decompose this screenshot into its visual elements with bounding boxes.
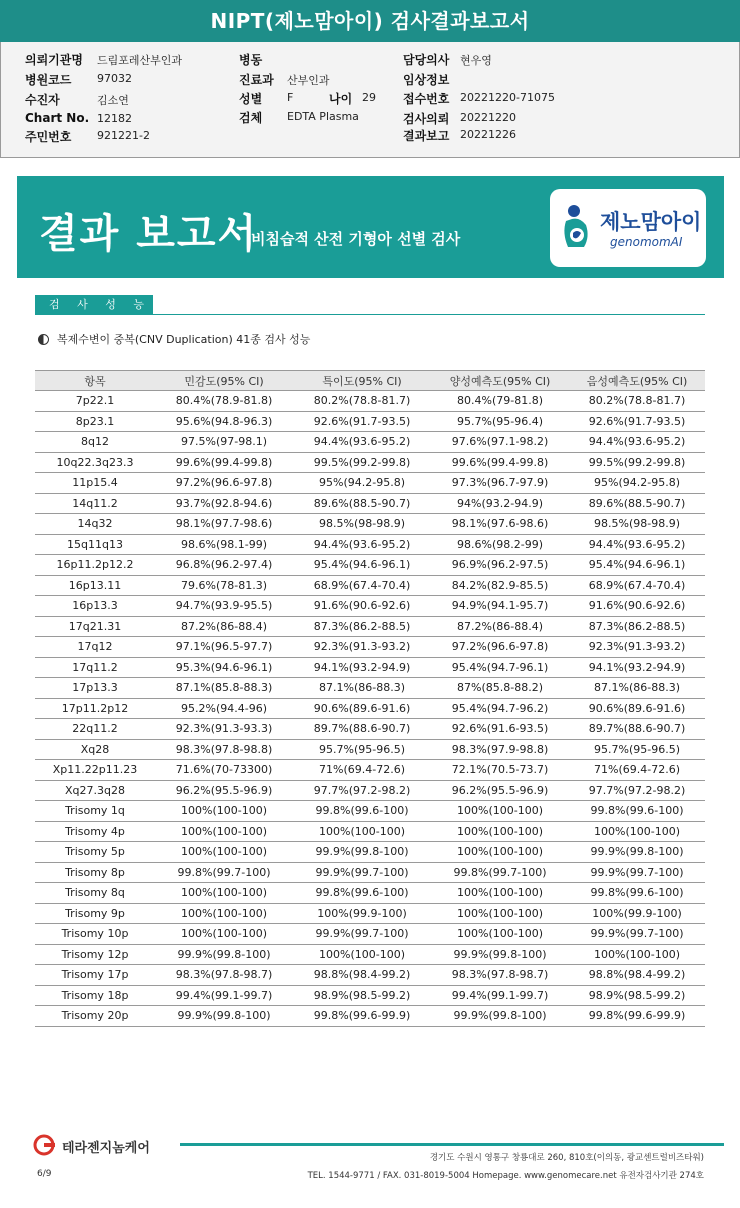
metric-cell: 84.2%(82.9-85.5) — [431, 575, 569, 596]
region-cell: Trisomy 18p — [35, 985, 155, 1006]
report-label: 결과보고 — [403, 129, 450, 143]
region-cell: 17p11.2p12 — [35, 698, 155, 719]
logo-name: 제노맘아이 — [600, 210, 702, 234]
metric-cell: 100%(100-100) — [155, 924, 293, 945]
footer-contact: TEL. 1544-9771 / FAX. 031-8019-5004 Homepage. www.genomecare.net 유전자검사기관 274호 — [307, 1171, 704, 1181]
metric-cell: 87.1%(86-88.3) — [569, 678, 705, 699]
metric-cell: 100%(100-100) — [293, 944, 431, 965]
metric-cell: 89.7%(88.6-90.7) — [569, 719, 705, 740]
id-value: 921221-2 — [97, 129, 150, 142]
metric-cell: 100%(100-100) — [431, 903, 569, 924]
region-cell: 10q22.3q23.3 — [35, 452, 155, 473]
metric-cell: 87.1%(85.8-88.3) — [155, 678, 293, 699]
metric-cell: 95.6%(94.8-96.3) — [155, 411, 293, 432]
metric-cell: 99.8%(99.6-100) — [293, 883, 431, 904]
metric-cell: 98.3%(97.8-98.8) — [155, 739, 293, 760]
metric-cell: 100%(100-100) — [155, 883, 293, 904]
metric-cell: 91.6%(90.6-92.6) — [293, 596, 431, 617]
metric-cell: 98.6%(98.1-99) — [155, 534, 293, 555]
metric-cell: 99.9%(99.7-100) — [569, 924, 705, 945]
metric-cell: 96.2%(95.5-96.9) — [155, 780, 293, 801]
institution-field — [25, 51, 183, 68]
region-cell: Trisomy 4p — [35, 821, 155, 842]
metric-cell: 97.6%(97.1-98.2) — [431, 432, 569, 453]
region-cell: Trisomy 20p — [35, 1006, 155, 1027]
patient-info-panel — [0, 42, 740, 158]
metric-cell: 89.7%(88.6-90.7) — [293, 719, 431, 740]
region-cell: 17q21.31 — [35, 616, 155, 637]
report-title: NIPT(제노맘아이) 검사결과보고서 — [0, 0, 740, 42]
age-value: 29 — [362, 91, 376, 104]
table-row — [35, 821, 705, 842]
metric-cell: 87.2%(86-88.4) — [431, 616, 569, 637]
mother-baby-icon — [560, 203, 592, 253]
metric-cell: 92.3%(91.3-93.3) — [155, 719, 293, 740]
table-row — [35, 575, 705, 596]
metric-cell: 98.9%(98.5-99.2) — [569, 985, 705, 1006]
region-cell: 11p15.4 — [35, 473, 155, 494]
metric-cell: 100%(100-100) — [155, 821, 293, 842]
metric-cell: 98.5%(98-98.9) — [293, 514, 431, 535]
table-row — [35, 985, 705, 1006]
id-label: 주민번호 — [25, 130, 72, 144]
region-cell: 14q11.2 — [35, 493, 155, 514]
region-cell: 16p13.3 — [35, 596, 155, 617]
metric-cell: 93.7%(92.8-94.6) — [155, 493, 293, 514]
region-cell: 17q11.2 — [35, 657, 155, 678]
metric-cell: 80.2%(78.8-81.7) — [293, 391, 431, 412]
metric-cell: 99.8%(99.7-100) — [155, 862, 293, 883]
performance-table — [35, 370, 705, 1027]
table-row — [35, 780, 705, 801]
request-field — [403, 110, 516, 127]
metric-cell: 89.6%(88.5-90.7) — [569, 493, 705, 514]
metric-cell: 100%(100-100) — [155, 903, 293, 924]
section-subtitle-text: 복제수변이 중복(CNV Duplication) 41종 검사 성능 — [57, 333, 311, 346]
metric-cell: 87.3%(86.2-88.5) — [293, 616, 431, 637]
metric-cell: 99.6%(99.4-99.8) — [155, 452, 293, 473]
metric-cell: 99.6%(99.4-99.8) — [431, 452, 569, 473]
metric-cell: 99.8%(99.6-100) — [569, 883, 705, 904]
metric-cell: 71.6%(70-73300) — [155, 760, 293, 781]
institution-value: 드림포레산부인과 — [97, 54, 183, 67]
metric-cell: 87.2%(86-88.4) — [155, 616, 293, 637]
chart-label: Chart No. — [25, 111, 90, 125]
table-row — [35, 801, 705, 822]
section-subtitle — [38, 331, 310, 347]
receipt-label: 접수번호 — [403, 92, 450, 106]
clinical-field — [403, 71, 449, 88]
patient-value: 김소연 — [97, 94, 129, 107]
table-row — [35, 391, 705, 412]
metric-cell: 96.8%(96.2-97.4) — [155, 555, 293, 576]
metric-cell: 97.1%(96.5-97.7) — [155, 637, 293, 658]
metric-cell: 95.3%(94.6-96.1) — [155, 657, 293, 678]
chart-field — [25, 111, 132, 125]
chart-value: 12182 — [97, 112, 132, 125]
patient-field — [25, 91, 129, 108]
metric-cell: 94.4%(93.6-95.2) — [569, 534, 705, 555]
sex-field — [239, 90, 294, 107]
metric-cell: 97.2%(96.6-97.8) — [431, 637, 569, 658]
metric-cell: 100%(100-100) — [569, 944, 705, 965]
metric-cell: 95%(94.2-95.8) — [293, 473, 431, 494]
region-cell: 15q11q13 — [35, 534, 155, 555]
region-cell: Trisomy 17p — [35, 965, 155, 986]
age-field — [329, 90, 376, 107]
table-row — [35, 719, 705, 740]
metric-cell: 99.9%(99.7-100) — [293, 862, 431, 883]
metric-cell: 95.4%(94.6-96.1) — [569, 555, 705, 576]
metric-cell: 95.4%(94.6-96.1) — [293, 555, 431, 576]
metric-cell: 98.1%(97.7-98.6) — [155, 514, 293, 535]
doctor-field — [403, 51, 492, 68]
metric-cell: 98.8%(98.4-99.2) — [293, 965, 431, 986]
metric-cell: 90.6%(89.6-91.6) — [293, 698, 431, 719]
region-cell: 8p23.1 — [35, 411, 155, 432]
metric-cell: 100%(100-100) — [431, 821, 569, 842]
metric-cell: 94%(93.2-94.9) — [431, 493, 569, 514]
metric-cell: 98.3%(97.8-98.7) — [431, 965, 569, 986]
metric-cell: 97.7%(97.2-98.2) — [569, 780, 705, 801]
metric-cell: 95.2%(94.4-96) — [155, 698, 293, 719]
table-row — [35, 924, 705, 945]
metric-cell: 99.8%(99.6-100) — [569, 801, 705, 822]
metric-cell: 100%(100-100) — [431, 801, 569, 822]
metric-cell: 99.8%(99.6-99.9) — [293, 1006, 431, 1027]
metric-cell: 71%(69.4-72.6) — [569, 760, 705, 781]
patient-label: 수진자 — [25, 93, 60, 107]
metric-cell: 94.4%(93.6-95.2) — [293, 432, 431, 453]
column-header: 음성예측도(95% CI) — [569, 371, 705, 391]
metric-cell: 99.8%(99.6-100) — [293, 801, 431, 822]
region-cell: 17q12 — [35, 637, 155, 658]
metric-cell: 95.7%(95-96.4) — [431, 411, 569, 432]
metric-cell: 87%(85.8-88.2) — [431, 678, 569, 699]
table-row — [35, 493, 705, 514]
table-row — [35, 903, 705, 924]
institution-label: 의뢰기관명 — [25, 53, 83, 67]
table-row — [35, 883, 705, 904]
metric-cell: 98.8%(98.4-99.2) — [569, 965, 705, 986]
region-cell: Xq27.3q28 — [35, 780, 155, 801]
table-row — [35, 842, 705, 863]
column-header: 양성예측도(95% CI) — [431, 371, 569, 391]
table-row — [35, 596, 705, 617]
table-row — [35, 514, 705, 535]
metric-cell: 98.6%(98.2-99) — [431, 534, 569, 555]
metric-cell: 100%(100-100) — [293, 821, 431, 842]
metric-cell: 94.7%(93.9-95.5) — [155, 596, 293, 617]
metric-cell: 98.3%(97.9-98.8) — [431, 739, 569, 760]
region-cell: Trisomy 12p — [35, 944, 155, 965]
ward-field — [239, 51, 262, 68]
metric-cell: 100%(100-100) — [431, 842, 569, 863]
logo-en: genomomAI — [610, 235, 683, 249]
hospital-code-value: 97032 — [97, 72, 132, 85]
metric-cell: 99.5%(99.2-99.8) — [569, 452, 705, 473]
metric-cell: 99.9%(99.8-100) — [431, 944, 569, 965]
metric-cell: 99.9%(99.7-100) — [569, 862, 705, 883]
metric-cell: 97.2%(96.6-97.8) — [155, 473, 293, 494]
brand-logo — [550, 189, 706, 267]
sex-label: 성별 — [239, 92, 263, 106]
dept-value: 산부인과 — [287, 74, 330, 87]
metric-cell: 100%(99.9-100) — [293, 903, 431, 924]
metric-cell: 100%(100-100) — [155, 801, 293, 822]
metric-cell: 99.8%(99.6-99.9) — [569, 1006, 705, 1027]
ward-label: 병동 — [239, 53, 263, 67]
table-row — [35, 637, 705, 658]
table-row — [35, 411, 705, 432]
table-row — [35, 965, 705, 986]
metric-cell: 91.6%(90.6-92.6) — [569, 596, 705, 617]
dept-field — [239, 71, 330, 88]
metric-cell: 100%(100-100) — [155, 842, 293, 863]
clinical-label: 임상정보 — [403, 73, 450, 87]
region-cell: Trisomy 8p — [35, 862, 155, 883]
metric-cell: 80.2%(78.8-81.7) — [569, 391, 705, 412]
metric-cell: 100%(100-100) — [431, 924, 569, 945]
table-row — [35, 473, 705, 494]
metric-cell: 100%(99.9-100) — [569, 903, 705, 924]
region-cell: 16p11.2p12.2 — [35, 555, 155, 576]
receipt-value: 20221220-71075 — [460, 91, 555, 104]
report-value: 20221226 — [460, 128, 516, 141]
region-cell: 14q32 — [35, 514, 155, 535]
region-cell: Trisomy 5p — [35, 842, 155, 863]
metric-cell: 99.8%(99.7-100) — [431, 862, 569, 883]
table-row — [35, 657, 705, 678]
column-header: 민감도(95% CI) — [155, 371, 293, 391]
table-row — [35, 698, 705, 719]
request-value: 20221220 — [460, 111, 516, 124]
metric-cell: 98.3%(97.8-98.7) — [155, 965, 293, 986]
region-cell: Trisomy 9p — [35, 903, 155, 924]
hospital-code-label: 병원코드 — [25, 73, 72, 87]
table-header-row — [35, 371, 705, 391]
metric-cell: 99.4%(99.1-99.7) — [431, 985, 569, 1006]
metric-cell: 94.1%(93.2-94.9) — [293, 657, 431, 678]
region-cell: 8q12 — [35, 432, 155, 453]
metric-cell: 95.4%(94.7-96.1) — [431, 657, 569, 678]
metric-cell: 87.3%(86.2-88.5) — [569, 616, 705, 637]
metric-cell: 99.9%(99.8-100) — [155, 944, 293, 965]
metric-cell: 99.9%(99.8-100) — [569, 842, 705, 863]
metric-cell: 97.3%(96.7-97.9) — [431, 473, 569, 494]
region-cell: 17p13.3 — [35, 678, 155, 699]
metric-cell: 97.7%(97.2-98.2) — [293, 780, 431, 801]
metric-cell: 97.5%(97-98.1) — [155, 432, 293, 453]
doctor-value: 현우영 — [460, 54, 492, 67]
region-cell: Xq28 — [35, 739, 155, 760]
region-cell: Xp11.22p11.23 — [35, 760, 155, 781]
report-field — [403, 127, 516, 144]
metric-cell: 99.9%(99.8-100) — [155, 1006, 293, 1027]
footer-address: 경기도 수원시 영통구 창룡대로 260, 810호(이의동, 광교센트럴비즈타워) — [429, 1153, 704, 1163]
half-circle-icon — [38, 334, 49, 345]
metric-cell: 68.9%(67.4-70.4) — [569, 575, 705, 596]
specimen-label: 검체 — [239, 111, 263, 125]
table-row — [35, 452, 705, 473]
metric-cell: 89.6%(88.5-90.7) — [293, 493, 431, 514]
metric-cell: 92.3%(91.3-93.2) — [569, 637, 705, 658]
section-tab: 검 사 성 능 — [35, 295, 153, 315]
metric-cell: 94.4%(93.6-95.2) — [569, 432, 705, 453]
region-cell: Trisomy 1q — [35, 801, 155, 822]
hospital-code-field — [25, 71, 132, 88]
dept-label: 진료과 — [239, 73, 274, 87]
column-header: 특이도(95% CI) — [293, 371, 431, 391]
metric-cell: 87.1%(86-88.3) — [293, 678, 431, 699]
metric-cell: 100%(100-100) — [569, 821, 705, 842]
metric-cell: 94.4%(93.6-95.2) — [293, 534, 431, 555]
metric-cell: 98.9%(98.5-99.2) — [293, 985, 431, 1006]
sex-value: F — [287, 91, 294, 104]
table-row — [35, 678, 705, 699]
metric-cell: 79.6%(78-81.3) — [155, 575, 293, 596]
id-field — [25, 128, 150, 145]
metric-cell: 94.1%(93.2-94.9) — [569, 657, 705, 678]
metric-cell: 95%(94.2-95.8) — [569, 473, 705, 494]
metric-cell: 72.1%(70.5-73.7) — [431, 760, 569, 781]
metric-cell: 99.4%(99.1-99.7) — [155, 985, 293, 1006]
company-logo-icon — [33, 1134, 57, 1156]
metric-cell: 100%(100-100) — [431, 883, 569, 904]
table-row — [35, 944, 705, 965]
region-cell: 22q11.2 — [35, 719, 155, 740]
metric-cell: 99.9%(99.8-100) — [293, 842, 431, 863]
metric-cell: 92.3%(91.3-93.2) — [293, 637, 431, 658]
metric-cell: 95.7%(95-96.5) — [569, 739, 705, 760]
result-banner — [17, 176, 724, 278]
column-header: 항목 — [35, 371, 155, 391]
doctor-label: 담당의사 — [403, 53, 450, 67]
metric-cell: 71%(69.4-72.6) — [293, 760, 431, 781]
metric-cell: 80.4%(78.9-81.8) — [155, 391, 293, 412]
banner-subtitle: 비침습적 산전 기형아 선별 검사 — [251, 230, 461, 248]
metric-cell: 98.1%(97.6-98.6) — [431, 514, 569, 535]
page-number: 6/9 — [37, 1169, 52, 1179]
metric-cell: 99.5%(99.2-99.8) — [293, 452, 431, 473]
metric-cell: 94.9%(94.1-95.7) — [431, 596, 569, 617]
metric-cell: 99.9%(99.8-100) — [431, 1006, 569, 1027]
footer-divider — [180, 1143, 724, 1146]
metric-cell: 95.4%(94.7-96.2) — [431, 698, 569, 719]
specimen-field — [239, 109, 359, 126]
metric-cell: 90.6%(89.6-91.6) — [569, 698, 705, 719]
metric-cell: 95.7%(95-96.5) — [293, 739, 431, 760]
table-row — [35, 555, 705, 576]
metric-cell: 92.6%(91.7-93.5) — [569, 411, 705, 432]
metric-cell: 99.9%(99.7-100) — [293, 924, 431, 945]
table-row — [35, 534, 705, 555]
table-row — [35, 1006, 705, 1027]
section-divider — [153, 314, 705, 315]
metric-cell: 92.6%(91.7-93.5) — [293, 411, 431, 432]
metric-cell: 80.4%(79-81.8) — [431, 391, 569, 412]
metric-cell: 92.6%(91.6-93.5) — [431, 719, 569, 740]
specimen-value: EDTA Plasma — [287, 110, 359, 123]
request-label: 검사의뢰 — [403, 112, 450, 126]
company-name: 테라젠지놈케어 — [62, 1141, 150, 1156]
table-row — [35, 616, 705, 637]
banner-title: 결과 보고서 — [39, 211, 259, 257]
metric-cell: 96.2%(95.5-96.9) — [431, 780, 569, 801]
metric-cell: 96.9%(96.2-97.5) — [431, 555, 569, 576]
age-label: 나이 — [329, 92, 353, 106]
section-divider — [35, 314, 153, 315]
metric-cell: 98.5%(98-98.9) — [569, 514, 705, 535]
region-cell: 7p22.1 — [35, 391, 155, 412]
metric-cell: 68.9%(67.4-70.4) — [293, 575, 431, 596]
table-row — [35, 760, 705, 781]
table-row — [35, 739, 705, 760]
table-row — [35, 432, 705, 453]
region-cell: Trisomy 8q — [35, 883, 155, 904]
region-cell: Trisomy 10p — [35, 924, 155, 945]
region-cell: 16p13.11 — [35, 575, 155, 596]
receipt-field — [403, 90, 555, 107]
table-row — [35, 862, 705, 883]
